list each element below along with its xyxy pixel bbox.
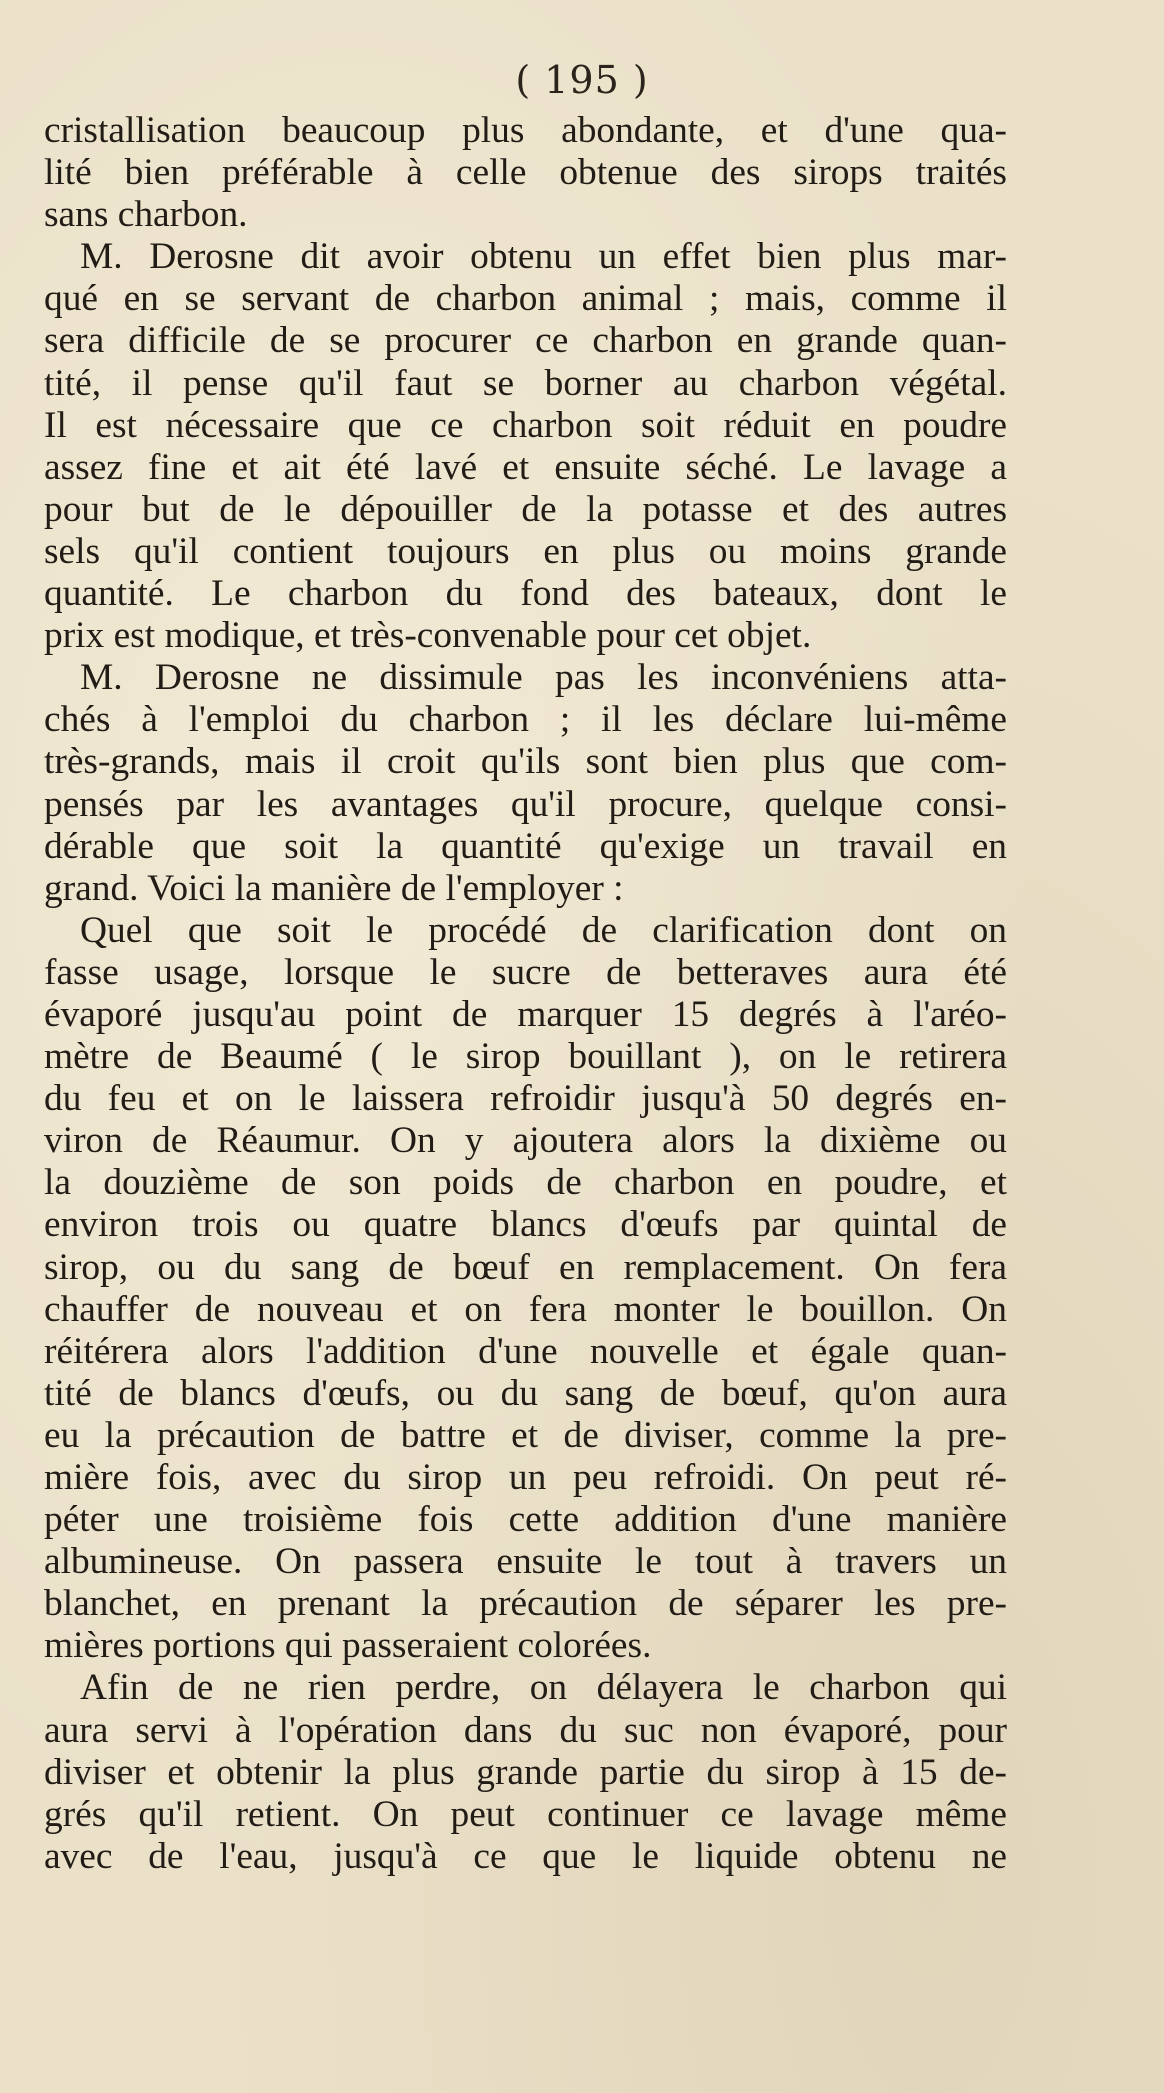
text-line: assez fine et ait été lavé et ensuite séché. Le lavage a: [44, 446, 1007, 488]
text-line: chés à l'emploi du charbon ; il les déclare lui-même: [44, 699, 1007, 741]
text-line: lité bien préférable à celle obtenue des sirops traités: [44, 152, 1007, 194]
text-line: sirop, ou du sang de bœuf en remplacement. On fera: [44, 1246, 1007, 1288]
text-line: eu la précaution de battre et de diviser, comme la pre-: [44, 1414, 1007, 1456]
text-line: dérable que soit la quantité qu'exige un travail en: [44, 825, 1007, 867]
text-line: la douzième de son poids de charbon en poudre, et: [44, 1162, 1007, 1204]
text-line: pour but de le dépouiller de la potasse et des autres: [44, 488, 1007, 530]
page-number: ( 195 ): [515, 58, 649, 102]
text-line: péter une troisième fois cette addition d'une manière: [44, 1499, 1007, 1541]
text-line: qué en se servant de charbon animal ; mais, comme il: [44, 278, 1007, 320]
text-line: tité, il pense qu'il faut se borner au charbon végétal.: [44, 362, 1007, 404]
text-line: grand. Voici la manière de l'employer :: [44, 867, 624, 909]
text-line: évaporé jusqu'au point de marquer 15 degrés à l'aréo-: [44, 993, 1007, 1035]
text-line: sera difficile de se procurer ce charbon en grande quan-: [44, 320, 1007, 362]
text-line: Quel que soit le procédé de clarification dont on: [80, 909, 1007, 951]
body-text: [44, 110, 1007, 1878]
text-line: fasse usage, lorsque le sucre de betteraves aura été: [44, 951, 1007, 993]
text-line: tité de blancs d'œufs, ou du sang de bœuf, qu'on aura: [44, 1372, 1007, 1414]
text-line: viron de Réaumur. On y ajoutera alors la dixième ou: [44, 1120, 1007, 1162]
text-line: blanchet, en prenant la précaution de séparer les pre-: [44, 1583, 1007, 1625]
text-line: aura servi à l'opération dans du suc non évaporé, pour: [44, 1709, 1007, 1751]
text-line: du feu et on le laissera refroidir jusqu'à 50 degrés en-: [44, 1078, 1007, 1120]
text-line: diviser et obtenir la plus grande partie du sirop à 15 de-: [44, 1751, 1007, 1793]
text-line: cristallisation beaucoup plus abondante, et d'une qua-: [44, 110, 1007, 151]
text-line: pensés par les avantages qu'il procure, quelque consi-: [44, 783, 1007, 825]
text-line: Il est nécessaire que ce charbon soit réduit en poudre: [44, 404, 1007, 446]
text-line: réitérera alors l'addition d'une nouvelle et égale quan-: [44, 1330, 1007, 1372]
text-line: albumineuse. On passera ensuite le tout à travers un: [44, 1541, 1007, 1583]
text-line: mière fois, avec du sirop un peu refroidi. On peut ré-: [44, 1457, 1007, 1498]
text-line: sels qu'il contient toujours en plus ou moins grande: [44, 530, 1007, 572]
text-line: chauffer de nouveau et on fera monter le bouillon. On: [44, 1288, 1007, 1330]
text-line: Afin de ne rien perdre, on délayera le charbon qui: [80, 1667, 1007, 1709]
text-line: prix est modique, et très-convenable pour cet objet.: [44, 615, 812, 657]
text-line: sans charbon.: [44, 194, 248, 236]
text-line: quantité. Le charbon du fond des bateaux, dont le: [44, 573, 1007, 615]
text-line: avec de l'eau, jusqu'à ce que le liquide obtenu ne: [44, 1835, 1007, 1877]
text-line: très-grands, mais il croit qu'ils sont bien plus que com-: [44, 741, 1007, 783]
text-line: M. Derosne ne dissimule pas les inconvéniens atta-: [80, 657, 1007, 699]
text-line: M. Derosne dit avoir obtenu un effet bien plus mar-: [80, 236, 1007, 278]
text-line: environ trois ou quatre blancs d'œufs par quintal de: [44, 1204, 1007, 1246]
text-line: grés qu'il retient. On peut continuer ce lavage même: [44, 1793, 1007, 1835]
text-line: mières portions qui passeraient colorées.: [44, 1625, 652, 1667]
text-line: mètre de Beaumé ( le sirop bouillant ), on le retirera: [44, 1036, 1007, 1078]
